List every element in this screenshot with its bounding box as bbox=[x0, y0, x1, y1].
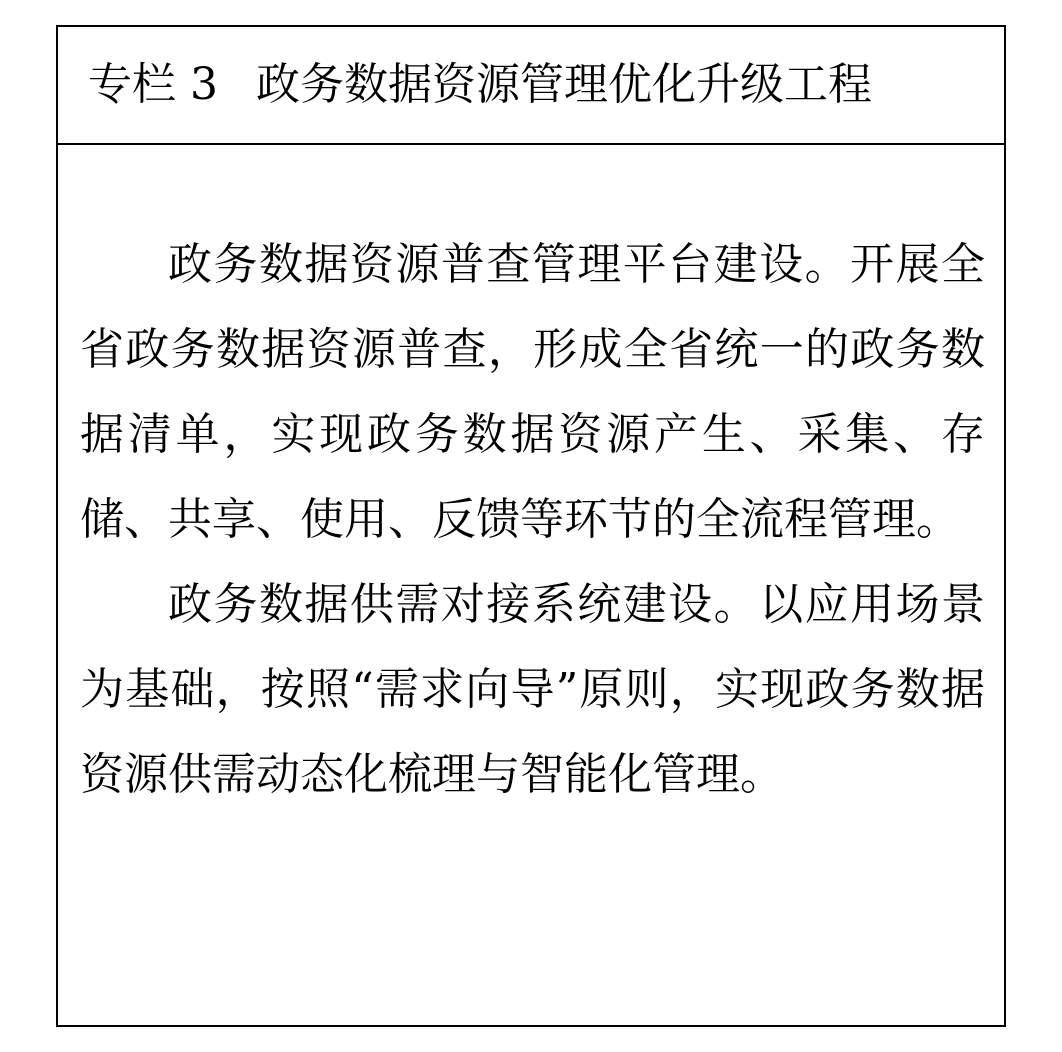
paragraph-data-census: 政务数据资源普查管理平台建设。开展全省政务数据资源普查，形成全省统一的政务数据清单，实现政务数据资源产生、采集、存储、共享、使用、反馈等环节的全流程管理。 bbox=[80, 239, 985, 545]
column-box bbox=[56, 25, 1006, 1027]
column-body bbox=[80, 222, 985, 817]
column-title: 政务数据资源管理优化升级工程 bbox=[255, 59, 872, 110]
column-label: 专栏 3 bbox=[88, 59, 218, 110]
column-header bbox=[58, 27, 1004, 145]
paragraph-supply-demand: 政务数据供需对接系统建设。以应用场景为基础，按照“需求向导”原则，实现政务数据资源供需动态化梳理与智能化管理。 bbox=[80, 579, 985, 800]
